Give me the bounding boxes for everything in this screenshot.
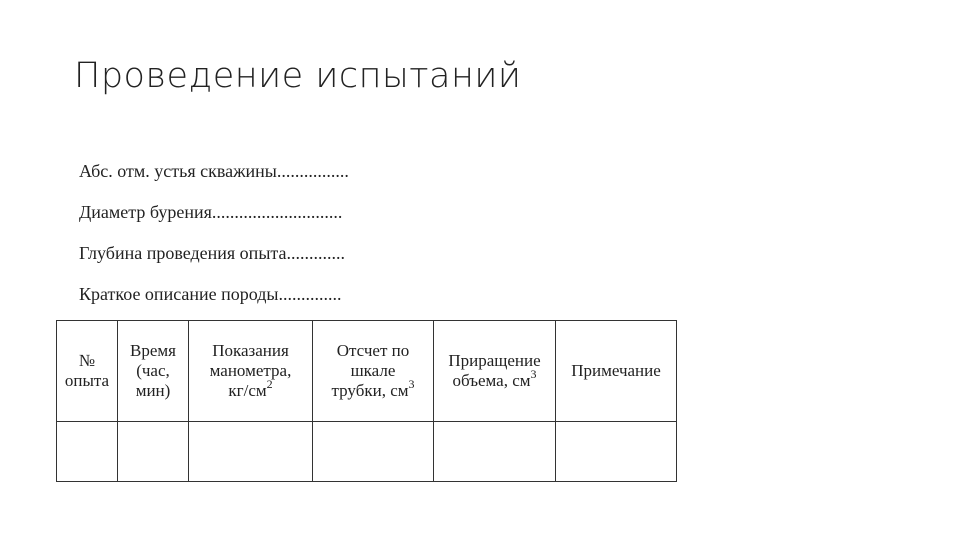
header-unit-exponent: 3 <box>408 377 415 391</box>
header-line: Время <box>130 341 176 360</box>
header-unit: кг/см <box>228 381 267 400</box>
table-cell <box>189 422 313 482</box>
info-lines <box>79 160 349 324</box>
header-volume-increment <box>434 321 556 422</box>
header-note <box>556 321 677 422</box>
header-line: шкале <box>350 361 396 380</box>
test-results-table <box>56 320 677 482</box>
slide-title: Проведение испытаний <box>74 56 522 96</box>
table-row <box>57 422 677 482</box>
table-cell <box>57 422 118 482</box>
header-unit-exponent: 2 <box>266 377 273 391</box>
info-line-drilling-diameter: Диаметр бурения............................. <box>79 202 343 222</box>
header-line: опыта <box>64 371 110 390</box>
header-line: Примечание <box>571 361 661 380</box>
header-unit: объема, см <box>452 371 531 390</box>
table-cell <box>434 422 556 482</box>
info-line-wellhead-elevation: Абс. отм. устья скважины................ <box>79 161 349 181</box>
table-cell <box>118 422 189 482</box>
table-header-row <box>57 321 677 422</box>
header-unit: трубки, см <box>331 381 409 400</box>
table-cell <box>313 422 434 482</box>
header-line: мин) <box>135 381 171 400</box>
header-line: Отсчет по <box>336 341 410 360</box>
header-line <box>434 367 555 391</box>
header-unit-exponent: 3 <box>530 367 537 381</box>
info-line-test-depth: Глубина проведения опыта............. <box>79 243 345 263</box>
header-line <box>189 377 312 401</box>
info-line-rock-description: Краткое описание породы.............. <box>79 284 342 304</box>
header-line: манометра, <box>209 361 292 380</box>
header-tube-scale <box>313 321 434 422</box>
header-line <box>313 377 433 401</box>
header-line: (час, <box>136 361 170 380</box>
header-line: № <box>78 351 96 370</box>
header-line: Показания <box>212 341 289 360</box>
table-cell <box>556 422 677 482</box>
header-test-number <box>57 321 118 422</box>
header-line: Приращение <box>448 351 541 370</box>
header-time <box>118 321 189 422</box>
header-manometer <box>189 321 313 422</box>
